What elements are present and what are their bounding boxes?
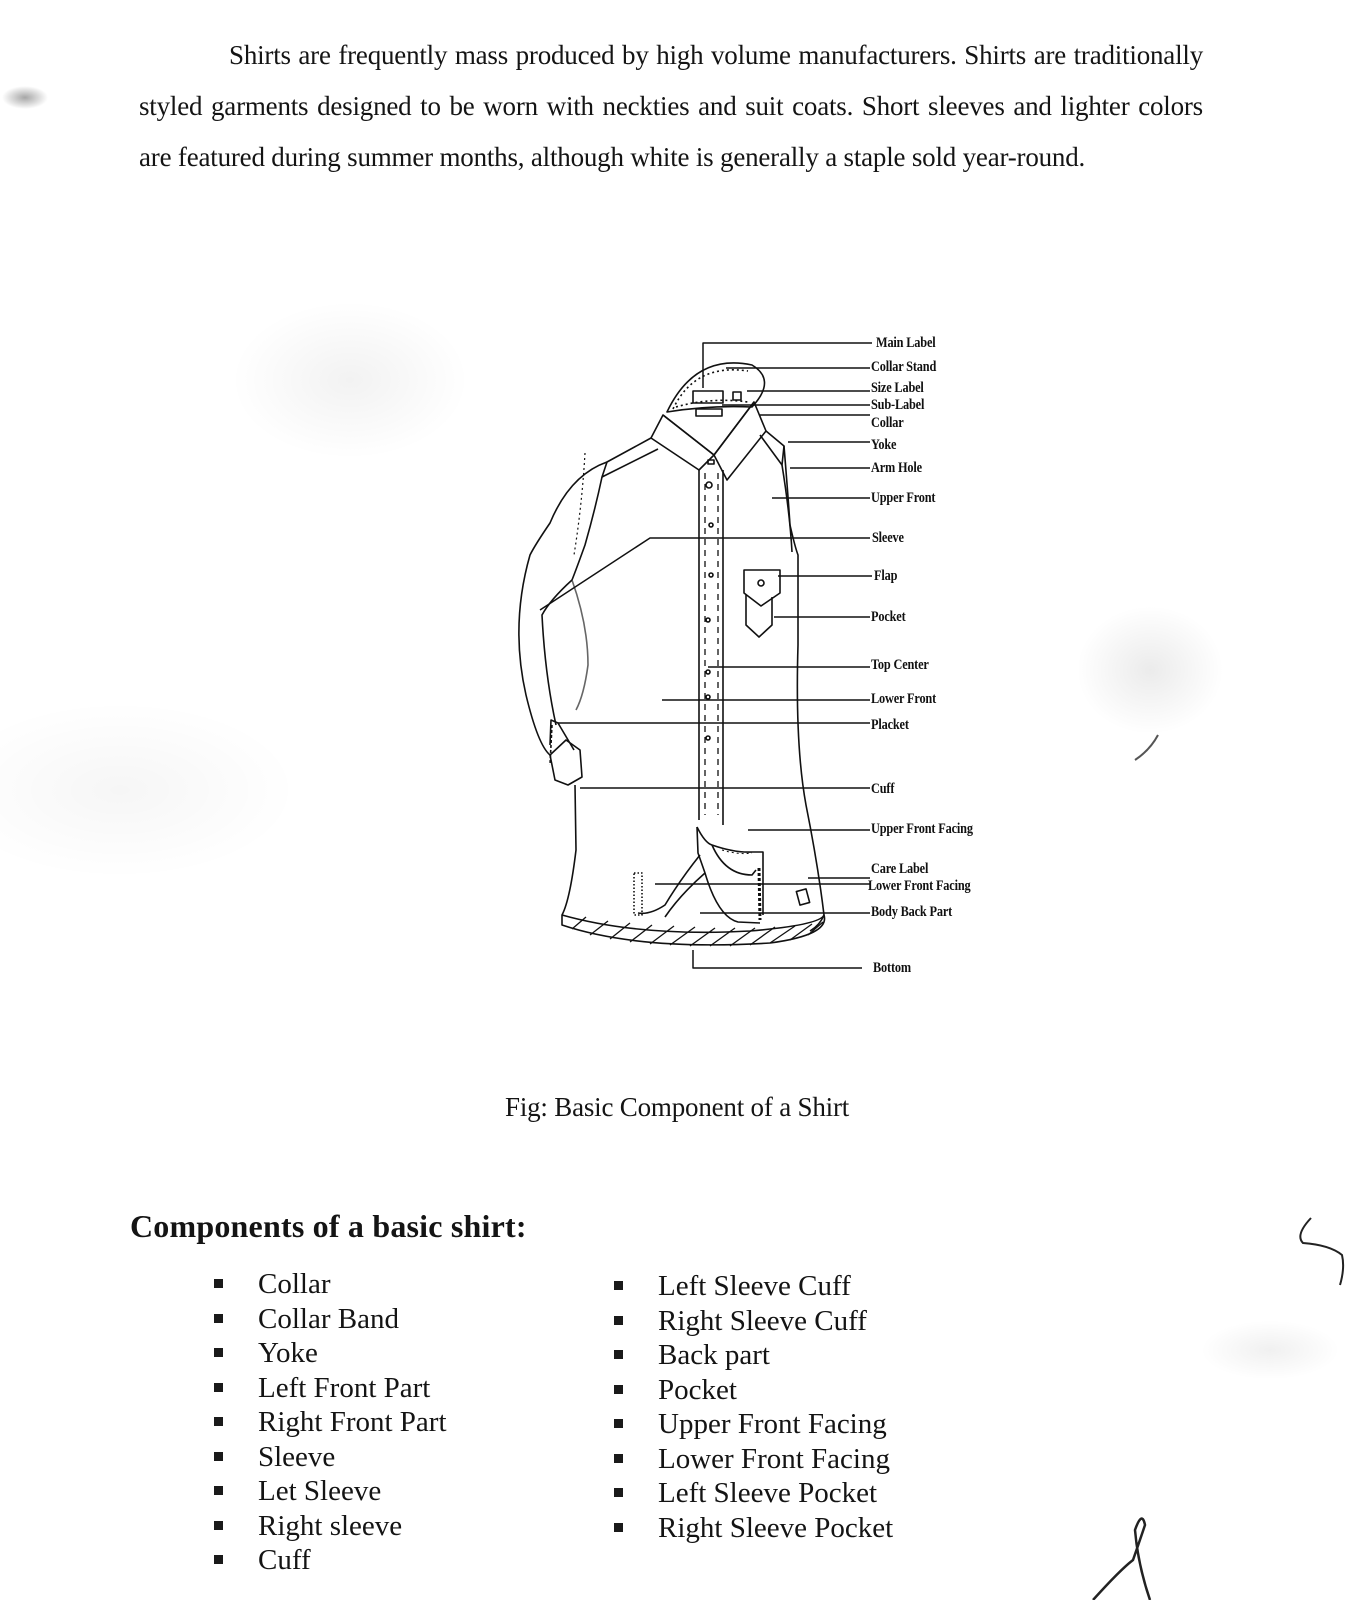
callout-lower-front-facing: Lower Front Facing xyxy=(868,878,971,894)
callout-upper-front-facing: Upper Front Facing xyxy=(871,821,973,837)
scan-smudge xyxy=(0,700,300,880)
shirt-diagram xyxy=(490,325,1020,995)
pen-mark-bottom-right xyxy=(1093,1519,1150,1600)
callout-flap: Flap xyxy=(874,568,898,584)
square-bullet-icon xyxy=(614,1419,623,1428)
square-bullet-icon xyxy=(614,1385,623,1394)
scan-smudge xyxy=(1200,1320,1340,1380)
square-bullet-icon xyxy=(614,1488,623,1497)
square-bullet-icon xyxy=(614,1350,623,1359)
square-bullet-icon xyxy=(214,1279,223,1288)
callout-placket: Placket xyxy=(871,717,909,733)
scan-smudge xyxy=(230,300,470,460)
square-bullet-icon xyxy=(214,1314,223,1323)
intro-paragraph xyxy=(139,30,1203,183)
square-bullet-icon xyxy=(214,1417,223,1426)
pen-mark-top-right xyxy=(1300,1218,1343,1285)
callout-size-label: Size Label xyxy=(871,380,924,396)
square-bullet-icon xyxy=(214,1555,223,1564)
callout-body-back-part: Body Back Part xyxy=(871,904,953,920)
callout-bottom: Bottom xyxy=(873,960,911,976)
square-bullet-icon xyxy=(614,1281,623,1290)
square-bullet-icon xyxy=(614,1316,623,1325)
callout-collar-stand: Collar Stand xyxy=(871,359,937,375)
pen-smudge-right xyxy=(1135,735,1158,760)
square-bullet-icon xyxy=(214,1521,223,1530)
callout-care-label: Care Label xyxy=(871,861,929,877)
callout-sub-label: Sub-Label xyxy=(871,397,925,413)
scan-smudge xyxy=(0,85,50,110)
scan-smudge xyxy=(1070,600,1230,740)
callout-arm-hole: Arm Hole xyxy=(871,460,922,476)
callout-collar: Collar xyxy=(871,415,904,431)
components-heading: Components of a basic shirt: xyxy=(130,1208,527,1244)
callout-yoke: Yoke xyxy=(871,437,897,453)
shirt-drawing xyxy=(490,325,1020,995)
callout-upper-front: Upper Front xyxy=(871,490,936,506)
square-bullet-icon xyxy=(614,1454,623,1463)
square-bullet-icon xyxy=(214,1452,223,1461)
callout-pocket: Pocket xyxy=(871,609,906,625)
figure-caption: Fig: Basic Component of a Shirt xyxy=(505,1092,850,1122)
square-bullet-icon xyxy=(214,1486,223,1495)
callout-sleeve: Sleeve xyxy=(872,530,904,546)
intro-paragraph-text: Shirts are frequently mass produced by high volume manufacturers. Shirts are traditionally styled garments designed to be worn with neckties and suit coats. Short sleeves and lighter colors are featured during summer months, although white is generally a staple sold year-round. xyxy=(139,40,1203,172)
square-bullet-icon xyxy=(214,1348,223,1357)
square-bullet-icon xyxy=(614,1523,623,1532)
callout-main-label: Main Label xyxy=(876,335,936,351)
callout-top-center: Top Center xyxy=(871,657,929,673)
square-bullet-icon xyxy=(214,1383,223,1392)
callout-lower-front: Lower Front xyxy=(871,691,937,707)
callout-cuff: Cuff xyxy=(871,781,895,797)
